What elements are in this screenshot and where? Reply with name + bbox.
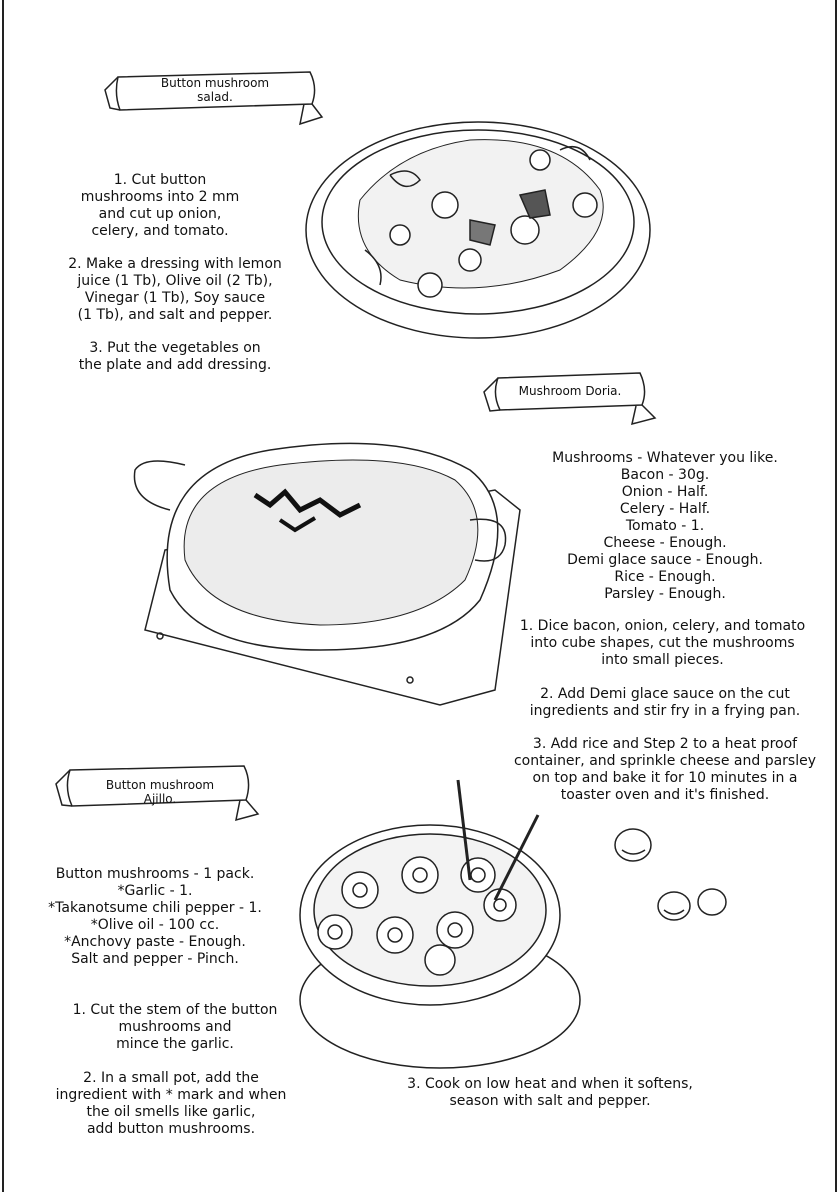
ajillo-pot-illustration bbox=[300, 780, 580, 1068]
ajillo-step-2: 2. In a small pot, add the ingredient with * mark and when the oil smells like garlic, add button mushrooms. bbox=[55, 1070, 287, 1137]
salad-bowl-illustration bbox=[306, 122, 650, 338]
ajillo-title: Button mushroom Ajillo. bbox=[105, 778, 215, 806]
loose-mushrooms-illustration bbox=[615, 829, 726, 920]
ajillo-step-3: 3. Cook on low heat and when it softens, season with salt and pepper. bbox=[407, 1076, 693, 1109]
ajillo-ingredients: Button mushrooms - 1 pack. *Garlic - 1. *Takanotsume chili pepper - 1. *Olive oil - 100 cc. *Anchovy paste - Enough. Salt and pepper - Pinch. bbox=[48, 866, 262, 967]
doria-step-2: 2. Add Demi glace sauce on the cut ingredients and stir fry in a frying pan. bbox=[529, 686, 801, 719]
salad-step-3: 3. Put the vegetables on the plate and add dressing. bbox=[78, 340, 272, 373]
doria-dish-illustration bbox=[134, 443, 520, 705]
salad-title: Button mushroom salad. bbox=[160, 76, 270, 104]
doria-step-3: 3. Add rice and Step 2 to a heat proof container, and sprinkle cheese and parsley on top and bake it for 10 minutes in a toaster oven and it's finished. bbox=[513, 736, 817, 803]
doria-ingredients: Mushrooms - Whatever you like. Bacon - 30g. Onion - Half. Celery - Half. Tomato - 1. Cheese - Enough. Demi glace sauce - Enough. Rice - Enough. Parsley - Enough. bbox=[552, 450, 778, 602]
banner-doria bbox=[484, 373, 655, 424]
doria-title: Mushroom Doria. bbox=[518, 384, 622, 398]
salad-step-2: 2. Make a dressing with lemon juice (1 Tb), Olive oil (2 Tb), Vinegar (1 Tb), Soy sauce (1 Tb), and salt and pepper. bbox=[68, 256, 282, 323]
ajillo-step-1: 1. Cut the stem of the button mushrooms and mince the garlic. bbox=[72, 1002, 278, 1052]
doria-step-1: 1. Dice bacon, onion, celery, and tomato into cube shapes, cut the mushrooms into small pieces. bbox=[519, 618, 806, 668]
salad-step-1: 1. Cut button mushrooms into 2 mm and cut up onion, celery, and tomato. bbox=[80, 172, 240, 239]
